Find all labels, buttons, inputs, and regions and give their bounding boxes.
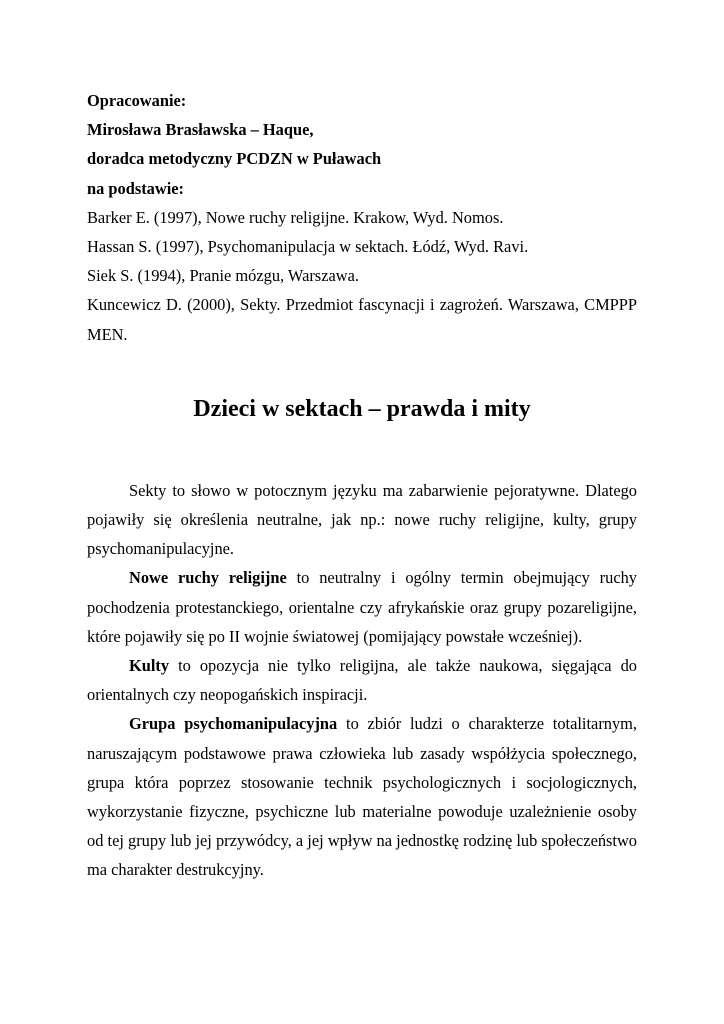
author-position: doradca metodyczny PCDZN w Puławach	[87, 149, 382, 169]
paragraph-grupa	[87, 709, 637, 884]
document-body	[87, 476, 637, 885]
paragraph-text: Sekty to słowo w potocznym języku ma zabarwienie pejoratywne. Dlatego pojawiły się określenia neutralne, jak np.: nowe ruchy religijne, kulty, grupy psychomanipulacyjne.	[87, 480, 637, 559]
paragraph-kulty	[87, 651, 637, 709]
paragraph-lead: Kulty	[129, 656, 170, 676]
based-on-label: na podstawie:	[87, 178, 184, 198]
paragraph-nowe-ruchy	[87, 563, 637, 651]
paragraph-text: to zbiór ludzi o charakterze totalitarnym, naruszającym podstawowe prawa człowieka lub zasady współżycia społecznego, grupa która poprzez stosowanie technik psychologicznych i socjologicznych, wykorzystanie fizyczne, psychiczne lub materialne powoduje uzależnienie osoby od tej grupy lub jej przywódcy, a jej wpływ na jednostkę rodzinę lub społeczeństwo ma charakter destrukcyjny.	[87, 714, 638, 880]
prepared-by-label: Opracowanie:	[87, 91, 187, 110]
author-name: Mirosława Brasławska – Haque,	[87, 120, 314, 140]
reference-item: Barker E. (1997), Nowe ruchy religijne. Krakow, Wyd. Nomos.	[87, 207, 504, 227]
paragraph-lead: Grupa psychomanipulacyjna	[129, 714, 338, 734]
paragraph-sekty	[87, 476, 637, 564]
document-title: Dzieci w sektach – prawda i mity	[193, 395, 531, 422]
document-header	[87, 86, 637, 349]
paragraph-lead: Nowe ruchy religijne	[129, 568, 287, 588]
reference-item: Hassan S. (1997), Psychomanipulacja w sektach. Łódź, Wyd. Ravi.	[87, 237, 529, 257]
paragraph-text: to neutralny i ogólny termin obejmujący ruchy pochodzenia protestanckiego, orientalne czy afrykańskie oraz grupy pozareligijne, które pojawiły się po II wojnie światowej (pomijający powstałe wcześniej).	[87, 568, 638, 646]
reference-item: Kuncewicz D. (2000), Sekty. Przedmiot fascynacji i zagrożeń. Warszawa, CMPPP MEN.	[87, 295, 637, 344]
paragraph-text: to opozycja nie tylko religijna, ale także naukowa, sięgająca do orientalnych czy neopogańskich inspiracji.	[87, 656, 637, 705]
reference-item: Siek S. (1994), Pranie mózgu, Warszawa.	[87, 266, 359, 286]
